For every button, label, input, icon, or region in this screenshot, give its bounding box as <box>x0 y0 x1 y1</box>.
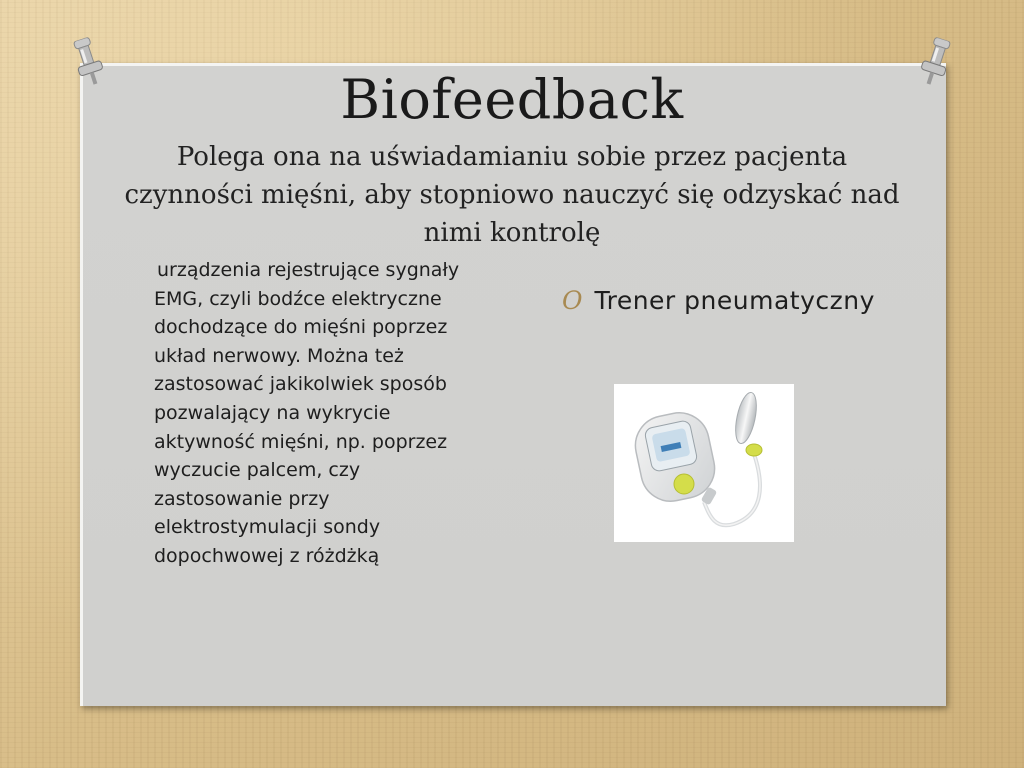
bullet-marker-icon: O <box>562 286 583 315</box>
body-text-left: urządzenia rejestrujące sygnały EMG, czyli bodźce elektryczne dochodzące do mięśni poprzez układ nerwowy. Można też zastosować jakikolwiek sposób pozwalający na wykrycie aktywność mięśni, np. poprzez wyczucie palcem, czy zastosowanie przy elektrostymulacji sondy dopochwowej z różdżką <box>154 259 460 567</box>
slide-subtitle: Polega ona na uświadamianiu sobie przez pacjenta czynności mięśni, aby stopniowo nauczyć się odzyskać nad nimi kontrolę <box>124 142 900 248</box>
bullet-item <box>562 286 875 315</box>
slide-title: Biofeedback <box>340 68 684 131</box>
pneumatic-trainer-image <box>614 384 794 542</box>
bullet-text: Trener pneumatyczny <box>594 286 875 315</box>
device-illustration <box>614 384 794 542</box>
